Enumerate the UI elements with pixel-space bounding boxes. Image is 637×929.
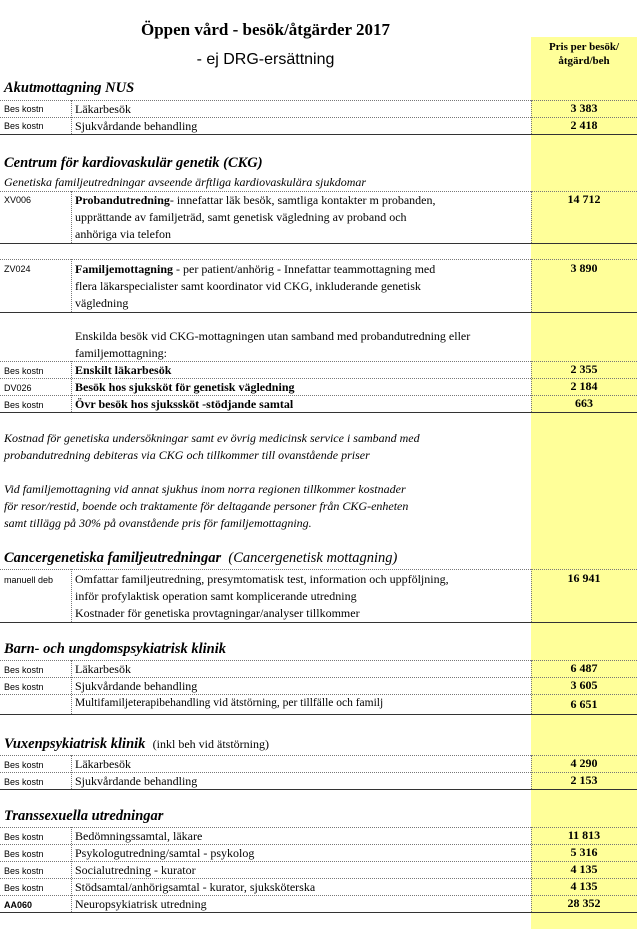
row-desc: Sjukvårdande behandling: [75, 679, 198, 693]
section-title-vux: Vuxenpsykiatrisk klinik (inkl beh vid ätstörning): [4, 736, 269, 752]
row-desc: Sjukvårdande behandling: [75, 774, 198, 788]
row-desc: Enskilt läkarbesök: [75, 363, 172, 377]
section-title-cancer: Cancergenetiska familjeutredningar (Cancergenetisk mottagning): [4, 550, 398, 566]
row-desc: Stödsamtal/anhörigsamtal - kurator, sjuksköterska: [75, 880, 316, 894]
row-desc-line: flera läkarspecialister samt koordinator vid CKG, inkluderande genetisk: [75, 279, 421, 293]
row-desc: Övr besök hos sjukssköt -stödjande samtal: [75, 397, 294, 411]
row-code: DV026: [4, 383, 32, 393]
row-price: 4 290: [570, 756, 598, 770]
row-desc: Sjukvårdande behandling: [75, 119, 198, 133]
row-code: Bes kostn: [4, 777, 44, 787]
row-code: Bes kostn: [4, 849, 44, 859]
row-price: 3 890: [570, 261, 598, 275]
row-desc-line: Kostnader för genetiska provtagningar/analyser tillkommer: [75, 606, 360, 620]
row-price: 2 153: [570, 773, 598, 787]
row-code: manuell deb: [4, 575, 54, 585]
row-code: Bes kostn: [4, 883, 44, 893]
row-desc-line: inför profylaktisk operation samt komplicerande utredning: [75, 589, 357, 603]
row-desc: Neuropsykiatrisk utredning: [75, 897, 207, 911]
row-code: Bes kostn: [4, 665, 44, 675]
row-code: Bes kostn: [4, 832, 44, 842]
row-desc: Socialutredning - kurator: [75, 863, 196, 877]
ckg-separate-text: Enskilda besök vid CKG-mottagningen utan samband med probandutredning eller: [75, 329, 471, 343]
row-price: 4 135: [570, 879, 598, 893]
row-desc: Läkarbesök: [75, 662, 131, 676]
row-price: 16 941: [567, 571, 601, 585]
row-desc: Probandutredning- innefattar läk besök, samtliga kontakter m probanden,: [75, 193, 436, 207]
ckg-note: för resor/restid, boende och traktamente för deltagande personer från CKG-enheten: [4, 499, 409, 513]
page-title: Öppen vård - besök/åtgärder 2017: [140, 20, 391, 39]
row-desc: Läkarbesök: [75, 757, 131, 771]
row-code: AA060: [4, 900, 33, 910]
row-code: Bes kostn: [4, 121, 44, 131]
ckg-note: samt tillägg på 30% på ovanstående pris för familjemottagning.: [4, 516, 312, 530]
page-subtitle: - ej DRG-ersättning: [196, 51, 335, 68]
row-code: Bes kostn: [4, 682, 44, 692]
section-title-trans: Transsexuella utredningar: [4, 808, 164, 824]
row-desc-line: vägledning: [75, 296, 129, 310]
section-title-bup: Barn- och ungdomspsykiatrisk klinik: [4, 641, 226, 657]
row-desc: Läkarbesök: [75, 102, 131, 116]
ckg-note: probandutredning debiteras via CKG och tillkommer till ovanstående priser: [4, 448, 370, 462]
row-code: Bes kostn: [4, 366, 44, 376]
ckg-note: Kostnad för genetiska undersökningar samt ev övrig medicinsk service i samband med: [4, 431, 420, 445]
row-code: ZV024: [4, 264, 31, 274]
price-column-header: Pris per besök/åtgärd/beh: [548, 41, 620, 67]
row-desc-line: Omfattar familjeutredning, presymtomatisk test, information och uppföljning,: [75, 572, 449, 586]
row-price: 5 316: [570, 845, 598, 859]
row-price: 2 355: [570, 362, 598, 376]
row-price: 6 651: [570, 697, 598, 711]
row-price: 663: [575, 396, 593, 410]
row-code: Bes kostn: [4, 866, 44, 876]
row-price: 28 352: [567, 896, 601, 910]
row-price: 3 383: [570, 101, 598, 115]
row-desc: Psykologutredning/samtal - psykolog: [75, 846, 255, 860]
row-desc: Multifamiljeterapibehandling vid ätstörning, per tillfälle och familj: [75, 697, 384, 709]
row-code: Bes kostn: [4, 400, 44, 410]
row-price: 11 813: [567, 828, 601, 842]
section-title-ckg: Centrum för kardiovaskulär genetik (CKG): [4, 155, 263, 171]
row-desc: Bedömningssamtal, läkare: [75, 829, 203, 843]
row-price: 14 712: [567, 192, 601, 206]
price-column-background: [531, 37, 637, 929]
row-price: 6 487: [570, 661, 598, 675]
section-title-akut: Akutmottagning NUS: [4, 80, 135, 96]
row-price: 2 418: [570, 118, 598, 132]
row-price: 3 605: [570, 678, 598, 692]
row-desc-line: anhöriga via telefon: [75, 227, 171, 241]
row-price: 2 184: [570, 379, 598, 393]
row-price: 4 135: [570, 862, 598, 876]
row-desc: Familjemottagning - per patient/anhörig - Innefattar teammottagning med: [75, 262, 436, 276]
row-code: XV006: [4, 195, 32, 205]
row-desc-line: upprättande av familjeträd, samt genetisk vägledning av proband och: [75, 210, 407, 224]
ckg-note: Vid familjemottagning vid annat sjukhus inom norra regionen tillkommer kostnader: [4, 482, 406, 496]
ckg-separate-text: familjemottagning:: [75, 346, 167, 360]
row-desc: Besök hos sjuksköt för genetisk vägledning: [75, 380, 295, 394]
row-code: Bes kostn: [4, 104, 44, 114]
row-code: Bes kostn: [4, 760, 44, 770]
section-subtitle-ckg: Genetiska familjeutredningar avseende ärftliga kardiovaskulära sjukdomar: [4, 175, 367, 189]
